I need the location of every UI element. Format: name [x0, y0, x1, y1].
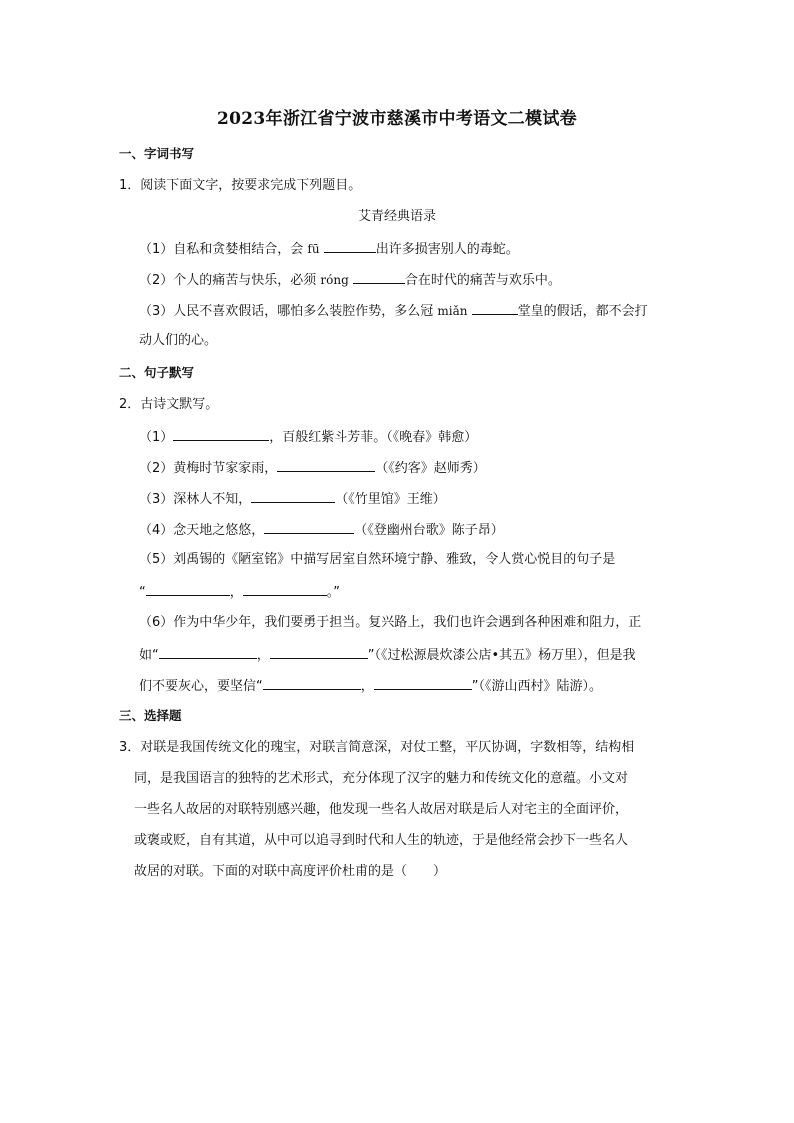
question-1-item-3 [139, 301, 648, 321]
question-2-item-5: （5）刘禹锡的《陋室铭》中描写居室自然环境宁静、雅致，令人赏心悦目的句子是 [139, 552, 616, 567]
pinyin-hint: róng [320, 273, 349, 287]
pinyin-hint: fū [307, 242, 320, 256]
question-1-item-2 [139, 270, 561, 290]
answer-blank[interactable] [374, 676, 472, 690]
question-2-item-6-line-3 [139, 676, 602, 696]
item-text: 堂皇的假话，都不会打 [517, 304, 648, 319]
item-text: 如“ [139, 648, 159, 663]
item-text: （3）人民不喜欢假话，哪怕多么装腔作势，多么冠 [139, 304, 438, 319]
item-text: 合在时代的痛苦与欢乐中。 [404, 273, 561, 288]
question-3-line-2: 同，是我国语言的独特的艺术形式，充分体现了汉字的魅力和传统文化的意蕴。小文对 [134, 771, 629, 786]
answer-blank[interactable] [270, 645, 368, 659]
item-text: （3）深林人不知， [139, 492, 252, 507]
question-2-stem: 2．古诗文默写。 [119, 397, 219, 412]
question-2-item-3 [139, 489, 446, 509]
section-heading-multiple-choice: 三、选择题 [119, 708, 182, 723]
answer-blank[interactable] [277, 458, 375, 472]
question-2-item-1 [139, 427, 477, 447]
item-text: 们不要灰心，要坚信“ [139, 679, 263, 694]
question-3-line-4: 或褒或贬，自有其道，从中可以追寻到时代和人生的轨迹，于是他经常会抄下一些名人 [134, 833, 629, 848]
answer-blank[interactable] [472, 301, 518, 315]
question-3-line-5: 故居的对联。下面的对联中高度评价杜甫的是（ ） [134, 864, 447, 879]
item-text: （2）黄梅时节家家雨， [139, 461, 278, 476]
question-1-item-1 [139, 239, 519, 259]
answer-blank[interactable] [324, 239, 376, 253]
quote-mark: 。” [326, 585, 341, 600]
item-text: （2）个人的痛苦与快乐，必须 [139, 273, 321, 288]
item-text: （《约客》赵师秀） [375, 461, 486, 476]
question-1-subtitle: 艾青经典语录 [357, 209, 436, 224]
item-text: （《竹里馆》王维） [335, 492, 446, 507]
answer-blank[interactable] [173, 427, 269, 441]
item-text: （《登幽州台歌》陈子昂） [354, 523, 504, 538]
question-2-item-6: （6）作为中华少年，我们要勇于担当。复兴路上，我们也许会遇到各种困难和阻力，正 [139, 615, 642, 630]
separator: ， [229, 585, 243, 600]
question-2-item-6-line-2 [139, 645, 636, 665]
question-3-line-3: 一些名人故居的对联特别感兴趣，他发现一些名人故居对联是后人对宅主的全面评价， [134, 802, 629, 817]
item-text: ”（《过松源晨炊漆公店•其五》杨万里），但是我 [367, 648, 636, 663]
answer-blank[interactable] [251, 489, 335, 503]
question-2-item-4 [139, 520, 504, 540]
answer-blank[interactable] [159, 645, 257, 659]
item-text: ”（《游山西村》陆游）。 [471, 679, 603, 694]
item-text: ，百般红紫斗芳菲。（《晚春》韩愈） [269, 430, 478, 445]
separator: ， [360, 679, 374, 694]
page-title: 2023年浙江省宁波市慈溪市中考语文二模试卷 [217, 109, 577, 129]
question-2-item-2 [139, 458, 486, 478]
section-heading-sentence-dictation: 二、句子默写 [119, 365, 195, 380]
question-1-item-3-continued: 动人们的心。 [139, 333, 218, 348]
separator: ， [256, 648, 270, 663]
question-3-line-1: 3．对联是我国传统文化的瑰宝，对联言简意深，对仗工整，平仄协调，字数相等，结构相 [119, 740, 635, 755]
answer-blank[interactable] [263, 676, 361, 690]
item-text: （1）自私和贪婪相结合，会 [139, 242, 308, 257]
quote-mark: “ [139, 585, 146, 600]
answer-blank[interactable] [264, 520, 354, 534]
question-1-stem: 1．阅读下面文字，按要求完成下列题目。 [119, 178, 362, 193]
item-text: （4）念天地之悠悠， [139, 523, 265, 538]
section-heading-word-writing: 一、字词书写 [119, 146, 195, 161]
pinyin-hint: miǎn [437, 304, 468, 318]
answer-blank[interactable] [353, 270, 405, 284]
item-text: 出许多损害别人的毒蛇。 [375, 242, 519, 257]
answer-blank[interactable] [146, 582, 230, 596]
question-2-item-5-blanks [139, 582, 340, 602]
item-text: （1） [139, 430, 174, 445]
answer-blank[interactable] [243, 582, 327, 596]
